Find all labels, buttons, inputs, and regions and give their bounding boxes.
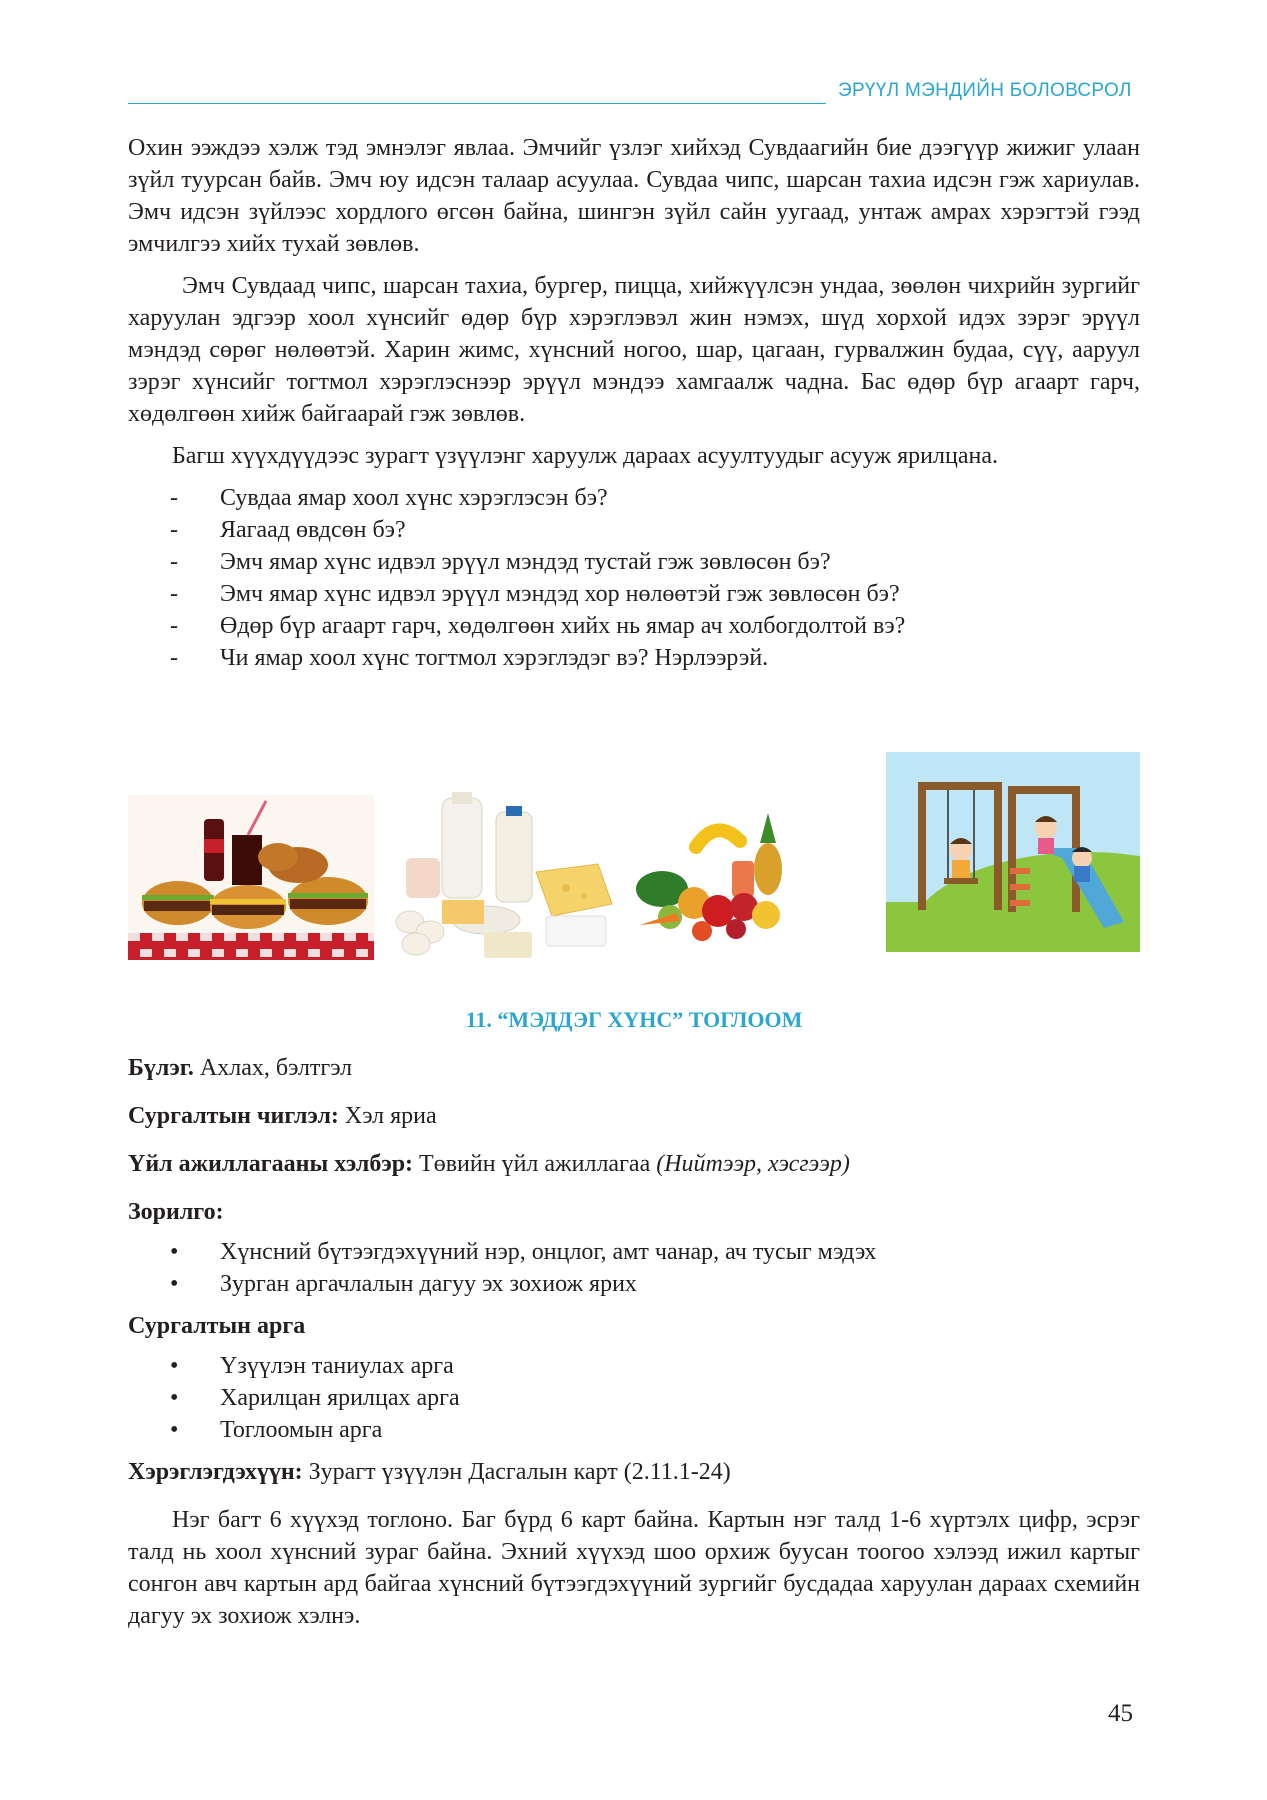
header-rule xyxy=(128,103,826,104)
body-text xyxy=(128,132,1140,674)
list-item: - Эмч ямар хүнс идвэл эрүүл мэндэд тустай гэж зөвлөсөн бэ? xyxy=(128,546,1140,578)
running-header: ЭРҮҮЛ МЭНДИЙН БОЛОВСРОЛ xyxy=(838,80,1132,101)
list-item: - Эмч ямар хүнс идвэл эрүүл мэндэд хор нөлөөтэй гэж зөвлөсөн бэ? xyxy=(128,578,1140,610)
list-item: • Харилцан ярилцах арга xyxy=(128,1382,1140,1414)
paragraph-1: Охин ээждээ хэлж тэд эмнэлэг явлаа. Эмчийг үзлэг хийхэд Сувдаагийн бие дээгүүр жижиг улаан зүйл туурсан байв. Эмч юу идсэн талаар асуулаа. Сувдаа чипс, шарсан тахиа идсэн гэж хариулав. Эмч идсэн зүйлээс хордлого өгсөн байна, шингэн зүйл сайн уугаад, унтаж амрах хэрэгтэй гээд эмчилгээ хийх тухай зөвлөв. xyxy=(128,135,1140,257)
list-item: - Сувдаа ямар хоол хүнс хэрэглэсэн бэ? xyxy=(128,482,1140,514)
list-item: - Чи ямар хоол хүнс тогтмол хэрэглэдэг вэ? Нэрлээрэй. xyxy=(128,642,1140,674)
list-item: • Зурган аргачлалын дагуу эх зохиож ярих xyxy=(128,1268,1140,1300)
list-item: • Тоглоомын арга xyxy=(128,1414,1140,1446)
illustration-strip xyxy=(128,752,1140,962)
list-item: • Хүнсний бүтээгдэхүүний нэр, онцлог, амт чанар, ач тусыг мэдэх xyxy=(128,1236,1140,1268)
group-row: Бүлэг. Ахлах, бэлтгэл xyxy=(128,1055,353,1081)
paragraph-2: Эмч Сувдаад чипс, шарсан тахиа, бургер, пицца, хийжүүлсэн ундаа, зөөлөн чихрийн зургийг харуулан эдгээр хоол хүнсийг өдөр бүр хэрэглэвэл жин нэмэх, шүд хорхой идэх зэрэг эрүүл мэндэд сөрөг нөлөөтэй. Харин жимс, хүнсний ногоо, шар, цагаан, гурвалжин будаа, сүү, ааруул зэрэг хүнсийг тогтмол хэрэглэснээр эрүүл мэндээ хамгаалж чадна. Бас өдөр бүр агаарт гарч, хөдөлгөөн хийж байгаарай гэж зөвлөв. xyxy=(128,273,1140,427)
list-item: • Үзүүлэн таниулах арга xyxy=(128,1350,1140,1382)
goal-heading: Зорилго: xyxy=(128,1199,224,1225)
method-list xyxy=(128,1350,1140,1446)
goal-list xyxy=(128,1236,1140,1300)
section-title: 11. “МЭДДЭГ ХҮНС” ТОГЛООМ xyxy=(465,1007,803,1032)
question-list xyxy=(128,482,1140,674)
method-heading: Сургалтын арга xyxy=(128,1313,306,1339)
list-item: - Яагаад өвдсөн бэ? xyxy=(128,514,1140,546)
direction-row: Сургалтын чиглэл: Хэл яриа xyxy=(128,1103,437,1129)
playground-image xyxy=(886,752,1140,952)
paragraph-3: Багш хүүхдүүдээс зурагт үзүүлэнг харуулж дараах асуултуудыг асууж ярилцана. xyxy=(172,443,998,469)
fast-food-image xyxy=(128,795,374,960)
materials-row: Хэрэглэгдэхүүн: Зурагт үзүүлэн Дасгалын карт (2.11.1-24) xyxy=(128,1459,731,1485)
fruits-vegetables-image xyxy=(636,807,786,942)
list-item: - Өдөр бүр агаарт гарч, хөдөлгөөн хийх нь ямар ач холбогдолтой вэ? xyxy=(128,610,1140,642)
final-paragraph: Нэг багт 6 хүүхэд тоглоно. Баг бүрд 6 карт байна. Картын нэг талд 1-6 хүртэлх цифр, эсрэг талд нь хоол хүнсний зураг байна. Эхний хүүхэд шоо орхиж буусан тоогоо хэлээд ижил картыг сонгон авч картын ард байгаа хүнсний бүтээгдэхүүний зургийг бусдадаа харуулан дараах схемийн дагуу эх зохиож хэлнэ. xyxy=(128,1507,1140,1629)
lesson-details xyxy=(128,1052,1140,1642)
page-number: 45 xyxy=(1108,1700,1133,1727)
form-row: Үйл ажиллагааны хэлбэр: Төвийн үйл ажиллагаа (Нийтээр, хэсгээр) xyxy=(128,1151,850,1177)
dairy-image xyxy=(386,792,618,960)
